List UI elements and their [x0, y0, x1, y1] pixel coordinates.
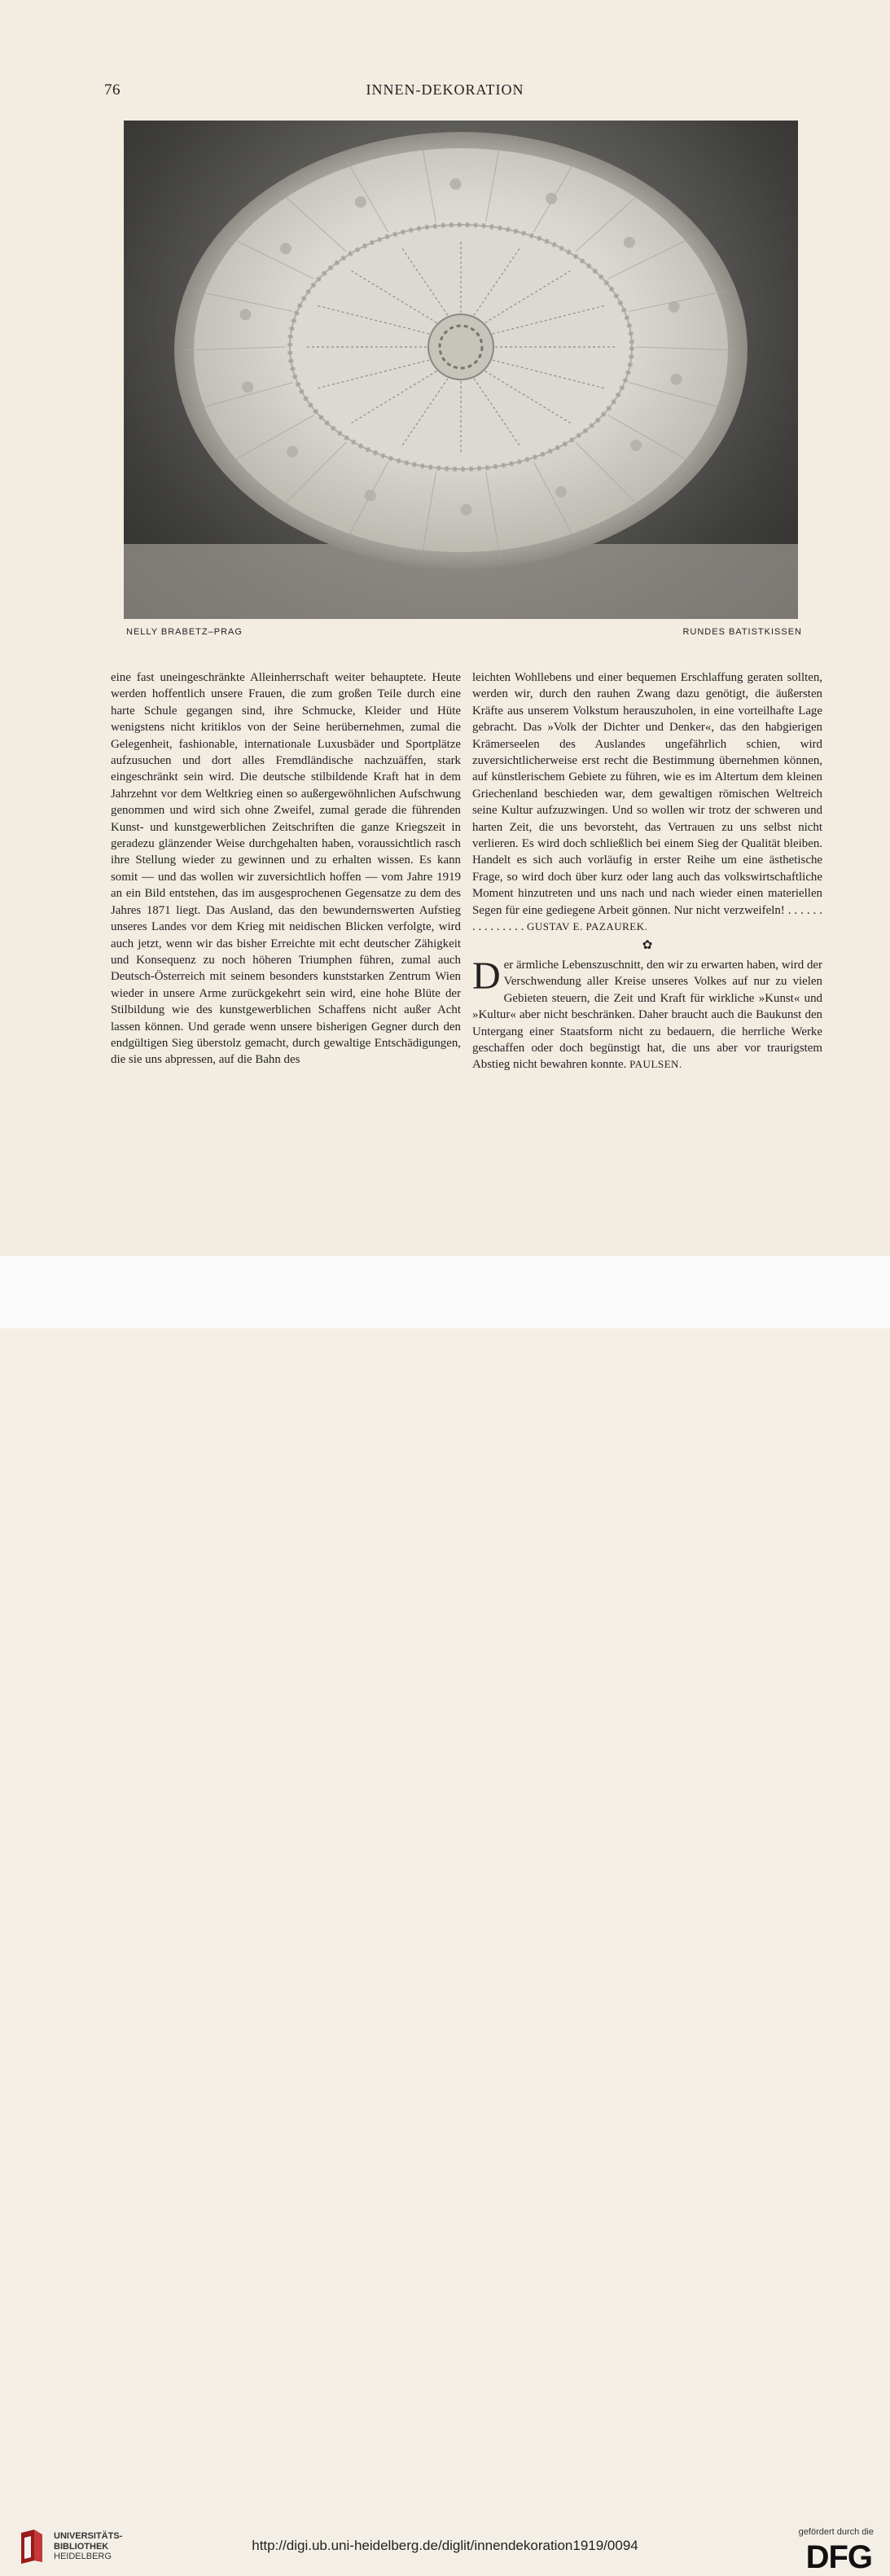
- drop-cap: D: [472, 954, 501, 998]
- institution-line-2: BIBLIOTHEK: [54, 2541, 109, 2552]
- right-paragraph-2: [472, 954, 822, 1073]
- embroidered-rose: [280, 243, 292, 254]
- signature-pazaurek: GUSTAV E. PAZAUREK.: [527, 920, 648, 933]
- running-title: INNEN-DEKORATION: [366, 81, 524, 98]
- signature-paulsen: PAULSEN.: [629, 1058, 682, 1071]
- embroidered-rose: [239, 309, 251, 320]
- paragraph-2-text: er ärmliche Lebenszuschnitt, den wir zu erwarten haben, wird der Verschwendung aller Kreise unseres Volkes auf nur zu vielen Gebieten steuern, die Zeit und Kraft für wirkliche »Kunst« und »Kultur« aber nicht beschränken. Daher braucht auch die Baukunst den Untergang einer Staatsform nicht zu bedauern, die herrliche Werke geschaffen oder doch begünstigt hat, die uns aber vor traurigstem Abstieg nicht bewahren konnte.: [472, 958, 822, 1072]
- embroidered-rose: [355, 196, 366, 208]
- paragraph-1-text: leichten Wohllebens und einer bequemen Erschlaffung geraten sollten, werden wir, durch den rauhen Zwang dazu genötigt, die äußersten Kräfte aus unserem Volkstum herauszuholen, in eine vorteilhafte Lage gebracht. Das »Volk der Dichter und Denker«, das den habgierigen Krämerseelen des Auslandes ungefährlich schien, wird zuversichtlicherweise erst recht die Bestimmung übernehmen können, auf künstlerischem Gebiete zu führen, wie es im Altertum dem kleinen Griechenland beschieden war, dem gewaltigen römischen Weltreich seine Kultur aufzuzwingen. Und so wollen wir trotz der schweren und harten Zeit, die uns bevorsteht, das Vertrauen zu uns selbst nicht verlieren. Es wird doch schließlich bei einem Sieg der Qualität bleiben. Handelt es sich auch vorläufig in erster Reihe um eine ästhetische Frage, so wird doch über kurz oder lang auch das volkswirtschaftliche Moment hinzutreten und uns nach und nach wieder einen materiellen Segen für eine gediegene Arbeit gönnen. Nur nicht verzweifeln! . . . . . . . . . . . . . . .: [472, 671, 822, 934]
- embroidered-rose: [365, 489, 376, 501]
- institution-line-3: HEIDELBERG: [54, 2552, 112, 2561]
- ornament-icon: ✿: [642, 938, 653, 952]
- cushion-illustration: [124, 121, 798, 619]
- embroidered-rose: [242, 381, 253, 393]
- caption-title: RUNDES BATISTKISSEN: [682, 627, 802, 637]
- embroidered-rose: [624, 237, 635, 248]
- viewer-footer: [0, 1256, 890, 2575]
- left-column: [111, 669, 461, 1069]
- embroidered-rose: [546, 193, 557, 204]
- embroidered-rose: [461, 504, 472, 516]
- right-paragraph-1: [472, 669, 822, 936]
- institution-line-1: UNIVERSITÄTS-: [54, 2531, 123, 2541]
- center-medallion: [428, 314, 493, 380]
- caption-artist: NELLY BRABETZ–PRAG: [126, 627, 243, 637]
- embroidered-rose: [669, 301, 680, 313]
- scanned-page: [0, 0, 890, 1256]
- cushion-photograph: [124, 121, 798, 619]
- page-number: 76: [104, 81, 121, 99]
- left-column-text: eine fast uneingeschränkte Alleinherrschaft weiter behauptete. Heute werden hoffentlich unsere Frauen, die zum großen Teile durch eine harte Schule gegangen sind, ihre Schmucke, Kleider und Hüte wenigstens nicht kritiklos von der Seine herübernehmen, zumal die Gelegenheit, fashionable, internationale Luxusbäder und Sportplätze aufzusuchen und dort alles Fremdländische nachzuäffen, stark eingeschränkt sein wird. Die deutsche stilbildende Kraft hat in dem Jahrzehnt vor dem Weltkrieg einen so außergewöhnlichen Aufschwung genommen und wird sich ohne Zweifel, zumal gerade die führenden Kunst- und kunstgewerblichen Zeitschriften die ganze Kriegszeit in geradezu glänzender Weise durchgehalten haben, voraussichtlich rasch ihre Stellung wieder zu gewinnen und zu erhalten wissen. Es kann somit — und das wollen wir zuversichtlich hoffen — vom Jahre 1919 an ein Bild entstehen, das im ausgesprochenen Gegensatze zu dem des Jahres 1871 liegt. Das Ausland, das den bewundernswerten Aufstieg unseres Landes vor dem Krieg mit neidischen Blicken verfolgte, wird auch jetzt, wenn wir das bisher Erreichte mit echt deutscher Zähigkeit und Konsequenz zu noch höheren Triumphen führen, zumal auch Deutsch-Österreich mit seinem besonders kunststarken Zentrum Wien wieder in unsere Arme zurückgekehrt sein wird, eine hohe Blüte der Stilbildung wie des kunstgewerblichen Schaffens nicht außer Acht lassen können. Und gerade wenn unsere bisherigen Gegner durch den endgültigen Sieg überstolz gemacht, durch gewaltige Entschädigungen, die sie uns abpressen, auf die Bahn des: [111, 671, 461, 1067]
- right-column: [472, 669, 822, 1073]
- permalink[interactable]: http://digi.ub.uni-heidelberg.de/diglit/innendekoration1919/0094: [252, 2538, 638, 2553]
- embroidered-rose: [449, 178, 461, 190]
- embroidered-rose: [671, 374, 682, 385]
- embroidered-rose: [555, 486, 567, 498]
- dfg-logo: DFG: [805, 2539, 872, 2575]
- embroidered-rose: [630, 440, 642, 451]
- funding-label: gefördert durch die: [798, 2527, 874, 2537]
- embroidered-rose: [287, 445, 298, 457]
